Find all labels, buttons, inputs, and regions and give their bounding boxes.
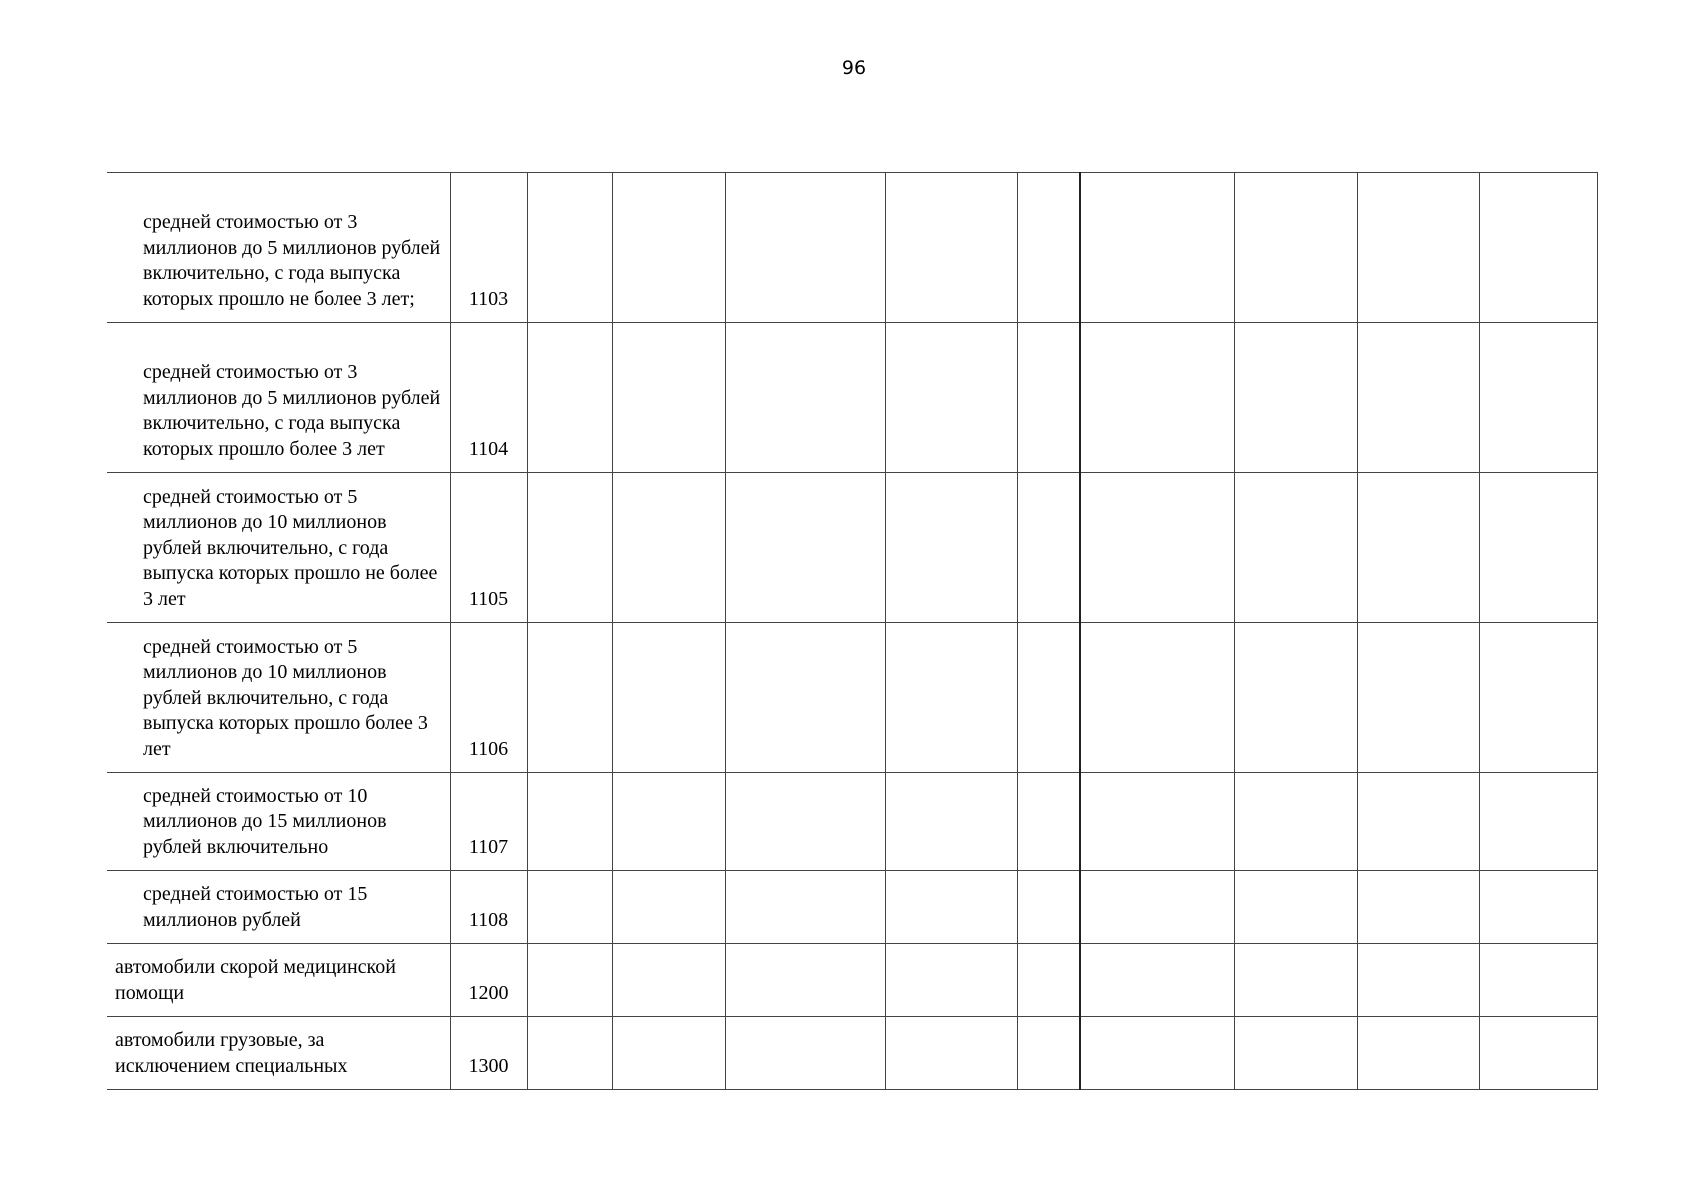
empty-cell: [1017, 871, 1080, 944]
empty-cell: [1017, 773, 1080, 871]
row-code: 1104: [450, 323, 527, 473]
page-number: 96: [841, 57, 867, 79]
empty-cell: [612, 773, 725, 871]
empty-cell: [725, 773, 885, 871]
empty-cell: [1017, 173, 1080, 323]
empty-cell: [1479, 871, 1597, 944]
empty-cell: [1080, 871, 1234, 944]
table-row: [107, 944, 1597, 1017]
empty-cell: [885, 323, 1017, 473]
empty-cell: [1080, 773, 1234, 871]
empty-cell: [1357, 1017, 1479, 1090]
empty-cell: [612, 871, 725, 944]
empty-cell: [1234, 871, 1357, 944]
row-name: средней стоимостью от 5 миллионов до 10 миллионов рублей включительно, с года выпуска которых прошло не более 3 лет: [107, 473, 450, 623]
empty-cell: [1017, 473, 1080, 623]
empty-cell: [1234, 473, 1357, 623]
empty-cell: [725, 173, 885, 323]
empty-cell: [1357, 323, 1479, 473]
empty-cell: [527, 944, 612, 1017]
empty-cell: [612, 1017, 725, 1090]
empty-cell: [1357, 173, 1479, 323]
row-name: автомобили скорой медицинской помощи: [107, 944, 450, 1017]
row-code: 1300: [450, 1017, 527, 1090]
empty-cell: [612, 944, 725, 1017]
row-code: 1108: [450, 871, 527, 944]
empty-cell: [1479, 1017, 1597, 1090]
row-name: средней стоимостью от 3 миллионов до 5 миллионов рублей включительно, с года выпуска которых прошло не более 3 лет;: [107, 173, 450, 323]
empty-cell: [612, 623, 725, 773]
empty-cell: [1080, 1017, 1234, 1090]
empty-cell: [527, 323, 612, 473]
table-row: [107, 473, 1597, 623]
empty-cell: [1479, 473, 1597, 623]
table-row: [107, 173, 1597, 323]
empty-cell: [885, 173, 1017, 323]
empty-cell: [1234, 623, 1357, 773]
empty-cell: [725, 623, 885, 773]
table-row: [107, 1017, 1597, 1090]
empty-cell: [1357, 623, 1479, 773]
empty-cell: [1479, 944, 1597, 1017]
empty-cell: [1080, 323, 1234, 473]
empty-cell: [612, 473, 725, 623]
row-code: 1103: [450, 173, 527, 323]
row-name: автомобили грузовые, за исключением специальных: [107, 1017, 450, 1090]
empty-cell: [1479, 623, 1597, 773]
empty-cell: [725, 1017, 885, 1090]
table-row: [107, 623, 1597, 773]
table-row: [107, 323, 1597, 473]
row-code: 1107: [450, 773, 527, 871]
data-table: [107, 172, 1598, 1090]
table-row: [107, 773, 1597, 871]
row-code: 1105: [450, 473, 527, 623]
empty-cell: [1080, 944, 1234, 1017]
empty-cell: [1357, 473, 1479, 623]
empty-cell: [725, 944, 885, 1017]
empty-cell: [1479, 173, 1597, 323]
empty-cell: [1234, 773, 1357, 871]
empty-cell: [527, 623, 612, 773]
empty-cell: [885, 944, 1017, 1017]
empty-cell: [527, 871, 612, 944]
table-row: [107, 871, 1597, 944]
empty-cell: [885, 623, 1017, 773]
row-name: средней стоимостью от 10 миллионов до 15 миллионов рублей включительно: [107, 773, 450, 871]
empty-cell: [1357, 944, 1479, 1017]
empty-cell: [1479, 773, 1597, 871]
empty-cell: [527, 1017, 612, 1090]
empty-cell: [527, 773, 612, 871]
row-name: средней стоимостью от 15 миллионов рублей: [107, 871, 450, 944]
empty-cell: [885, 473, 1017, 623]
row-name: средней стоимостью от 3 миллионов до 5 миллионов рублей включительно, с года выпуска которых прошло более 3 лет: [107, 323, 450, 473]
empty-cell: [725, 323, 885, 473]
empty-cell: [612, 323, 725, 473]
empty-cell: [1234, 323, 1357, 473]
empty-cell: [527, 473, 612, 623]
empty-cell: [885, 871, 1017, 944]
empty-cell: [1080, 473, 1234, 623]
empty-cell: [725, 871, 885, 944]
row-name: средней стоимостью от 5 миллионов до 10 миллионов рублей включительно, с года выпуска которых прошло более 3 лет: [107, 623, 450, 773]
empty-cell: [1017, 1017, 1080, 1090]
empty-cell: [527, 173, 612, 323]
row-code: 1106: [450, 623, 527, 773]
empty-cell: [612, 173, 725, 323]
empty-cell: [1234, 1017, 1357, 1090]
empty-cell: [1017, 623, 1080, 773]
empty-cell: [885, 1017, 1017, 1090]
empty-cell: [1357, 871, 1479, 944]
empty-cell: [885, 773, 1017, 871]
empty-cell: [1234, 173, 1357, 323]
empty-cell: [1080, 173, 1234, 323]
empty-cell: [1234, 944, 1357, 1017]
empty-cell: [1080, 623, 1234, 773]
row-code: 1200: [450, 944, 527, 1017]
empty-cell: [1017, 944, 1080, 1017]
empty-cell: [1017, 323, 1080, 473]
empty-cell: [1479, 323, 1597, 473]
empty-cell: [725, 473, 885, 623]
empty-cell: [1357, 773, 1479, 871]
